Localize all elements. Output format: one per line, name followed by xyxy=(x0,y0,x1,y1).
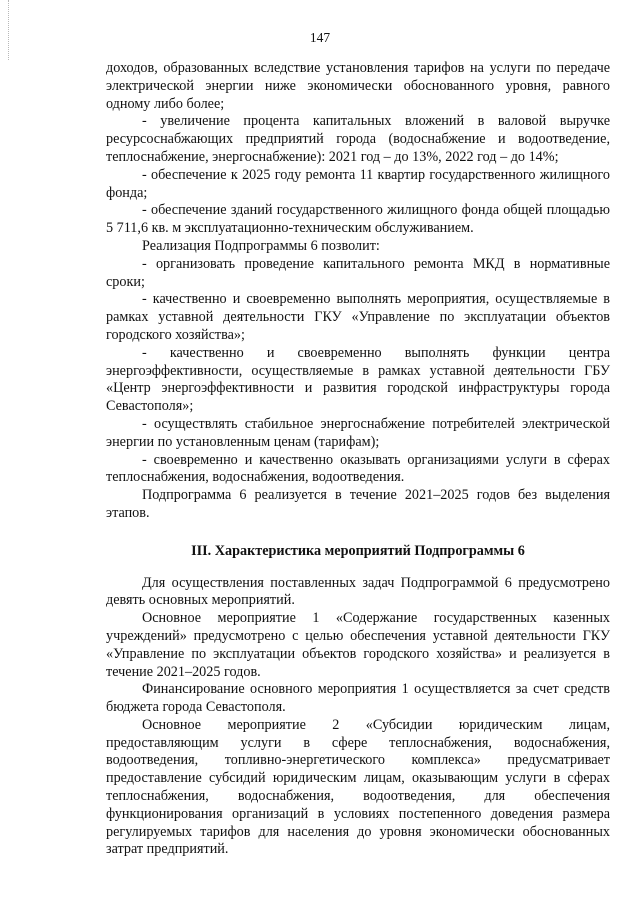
list-item: - обеспечение зданий государственного жилищного фонда общей площадью 5 711,6 кв. м эксплуатационно-техническим обслуживанием. xyxy=(106,202,610,237)
list-item: - своевременно и качественно оказывать организациями услуги в сферах теплоснабжения, водоснабжения, водоотведения. xyxy=(106,451,610,486)
paragraph: Реализация Подпрограммы 6 позволит: xyxy=(142,237,380,254)
list-item: - организовать проведение капитального ремонта МКД в нормативные сроки; xyxy=(106,255,610,290)
list-item: - обеспечение к 2025 году ремонта 11 квартир государственного жилищного фонда; xyxy=(106,166,610,201)
paragraph: Финансирование основного мероприятия 1 осуществляется за счет средств бюджета города Севастополя. xyxy=(106,681,610,716)
list-item: - качественно и своевременно выполнять мероприятия, осуществляемые в рамках уставной деятельности ГКУ «Управление по эксплуатации объектов городского хозяйства»; xyxy=(106,291,610,343)
list-item: - качественно и своевременно выполнять функции центра энергоэффективности, осуществляемые в рамках уставной деятельности ГБУ «Центр энергоэффективности и развития городской инфраструктуры города Севастополя»; xyxy=(106,344,610,415)
document-body xyxy=(106,60,610,859)
paragraph: Подпрограмма 6 реализуется в течение 2021–2025 годов без выделения этапов. xyxy=(106,487,610,521)
list-item: - осуществлять стабильное энергоснабжение потребителей электрической энергии по установленным ценам (тарифам); xyxy=(106,415,610,450)
paragraph: Основное мероприятие 1 «Содержание государственных казенных учреждений» предусмотрено с целью обеспечения уставной деятельности ГКУ «Управление по эксплуатации объектов городского хозяйства» и реализуется в течение 2021–2025 годов. xyxy=(106,610,610,680)
paragraph: Основное мероприятие 2 «Субсидии юридическим лицам, предоставляющим услуги в сфере теплоснабжения, водоснабжения, водоотведения, топливно-энергетического комплекса» предусматривает предоставление субсидий юридическим лицам, оказывающим услуги в сферах теплоснабжения, водоснабжения, водоотведения, для обеспечения функционирования организаций в условиях постепенного доведения размера регулируемых тарифов для населения до уровня экономически обоснованных затрат предприятий. xyxy=(106,716,610,858)
page-number: 147 xyxy=(309,30,331,45)
paragraph: Для осуществления поставленных задач Подпрограммой 6 предусмотрено девять основных мероприятий. xyxy=(106,574,610,609)
list-item: - увеличение процента капитальных вложений в валовой выручке ресурсоснабжающих предприятий города (водоснабжение и водоотведение, теплоснабжение, энергоснабжение): 2021 год – до 13%, 2022 год – до 14%; xyxy=(106,113,610,165)
section-heading: III. Характеристика мероприятий Подпрограммы 6 xyxy=(191,542,525,559)
paragraph: доходов, образованных вследствие установления тарифов на услуги по передаче электрической энергии ниже экономически обоснованного уровня, равного одному либо более; xyxy=(106,60,610,112)
